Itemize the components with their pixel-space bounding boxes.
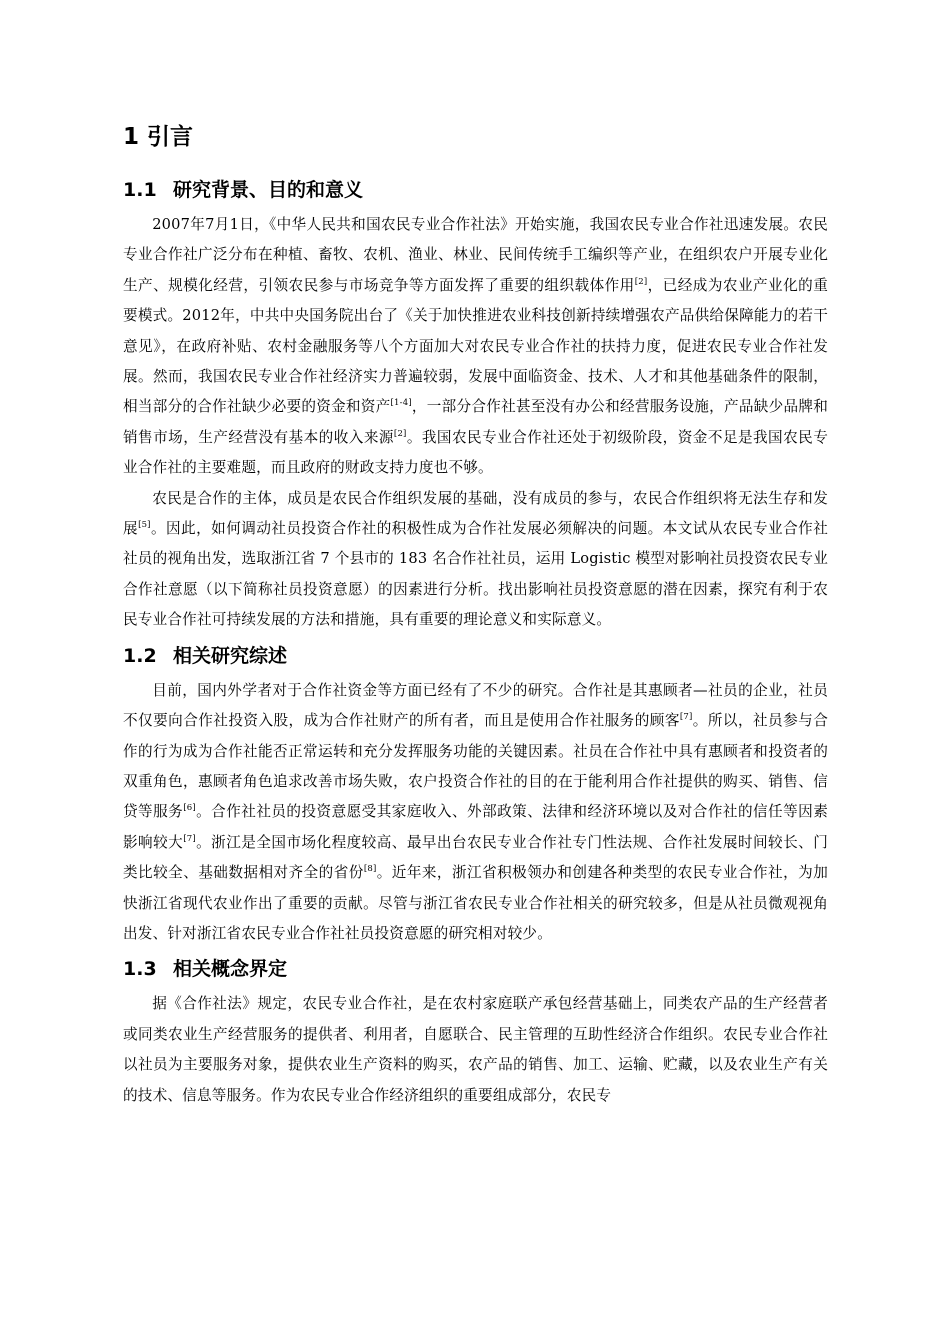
citation-wrapper bbox=[635, 277, 648, 294]
section-heading bbox=[123, 170, 828, 210]
chapter-heading bbox=[123, 118, 828, 156]
citation-ref: [8] bbox=[363, 864, 377, 875]
citation-wrapper bbox=[680, 712, 693, 729]
paragraph-text: ，一部分合作社甚至没有办公和经营服务设施，产品缺少品牌和销售市场，生产经营没有基本的收入来源 bbox=[123, 398, 828, 446]
body-paragraph bbox=[123, 210, 828, 484]
citation-wrapper bbox=[391, 398, 412, 415]
paragraph-text: 。近年来，浙江省积极领办和创建各种类型的农民专业合作社，为加快浙江省现代农业作出了重要的贡献。尽管与浙江省农民专业合作社相关的研究较多，但是从社员微观视角出发、针对浙江省农民专业合作社社员投资意愿的研究相对较少。 bbox=[123, 864, 828, 942]
citation-wrapper bbox=[394, 429, 407, 446]
paragraph-text: 。浙江是全国市场化程度较高、最早出台农民专业合作社专门性法规、合作社发展时间较长、门类比较全、基础数据相对齐全的省份 bbox=[123, 833, 829, 882]
section-number: 1.3 bbox=[123, 958, 157, 981]
section-title: 相关概念界定 bbox=[173, 958, 288, 981]
section-number: 1.2 bbox=[123, 644, 157, 667]
citation-ref: [6] bbox=[183, 803, 196, 814]
citation-ref: [7] bbox=[679, 712, 693, 723]
citation-wrapper bbox=[183, 803, 196, 820]
citation-wrapper bbox=[183, 834, 196, 851]
sections-container bbox=[123, 170, 828, 1111]
citation-wrapper bbox=[364, 864, 377, 881]
paragraph-text: 。合作社社员的投资意愿受其家庭收入、外部政策、法律和经济环境以及对合作社的信任等因素影响较大 bbox=[123, 803, 829, 851]
section-heading bbox=[123, 636, 828, 676]
citation-wrapper bbox=[138, 520, 151, 537]
paragraph-text: 。所以，社员参与合作的行为成为合作社能否正常运转和充分发挥服务功能的关键因素。社员在合作社中具有惠顾者和投资者的双重角色，惠顾者角色追求改善市场失败，农户投资合作社的目的在于能利用合作社提供的购买、销售、信贷等服务 bbox=[123, 712, 828, 821]
citation-ref: [2] bbox=[393, 428, 407, 439]
paragraph-text: ，已经成为农业产业化的重要模式。2012年，中共中央国务院出台了《关于加快推进农业科技创新持续增强农产品供给保障能力的若干意见》，在政府补贴、农村金融服务等八个方面加大对农民专业合作社的扶持力度，促进农民专业合作社发展。然而，我国农民专业合作社经济实力普遍较弱，发展中面临资金、技术、人才和其他基础条件的限制，相当部分的合作社缺少必要的资金和资产 bbox=[123, 276, 828, 416]
paragraph-text: 据《合作社法》规定，农民专业合作社，是在农村家庭联产承包经营基础上，同类农产品的生产经营者或同类农业生产经营服务的提供者、利用者，自愿联合、民主管理的互助性经济合作组织。农民专业合作社以社员为主要服务对象，提供农业生产资料的购买，农产品的销售、加工、运输、贮藏，以及农业生产有关的技术、信息等服务。作为农民专业合作经济组织的重要组成部分，农民专 bbox=[123, 995, 828, 1104]
citation-ref: [1-4] bbox=[390, 398, 412, 409]
section-number: 1.1 bbox=[123, 179, 157, 201]
citation-ref: [5] bbox=[138, 520, 151, 531]
chapter-number: 1 bbox=[123, 124, 140, 150]
body-paragraph bbox=[123, 676, 828, 950]
paragraph-text: 。因此，如何调动社员投资合作社的积极性成为合作社发展必须解决的问题。本文试从农民专业合作社社员的视角出发，选取浙江省 7 个县市的 183 名合作社社员，运用 Logistic 模型对影响社员投资农民专业合作社意愿（以下简称社员投资意愿）的因素进行分析。找出影响社员投资意愿的潜在因素，探究有利于农民专业合作社可持续发展的方法和措施，具有重要的理论意义和实际意义。 bbox=[123, 520, 828, 629]
paragraph-text: 目前，国内外学者对于合作社资金等方面已经有了不少的研究。合作社是其惠顾者—社员的企业，社员不仅要向合作社投资入股，成为合作社财产的所有者，而且是使用合作社服务的顾客 bbox=[123, 681, 828, 730]
section-heading bbox=[123, 949, 828, 989]
body-paragraph bbox=[123, 989, 828, 1111]
citation-ref: [2] bbox=[634, 276, 648, 287]
paragraph-text: 2007年7月1日，《中华人民共和国农民专业合作社法》开始实施，我国农民专业合作社迅速发展。农民专业合作社广泛分布在种植、畜牧、农机、渔业、林业、民间传统手工编织等产业，在组织农户开展专业化生产、规模化经营，引领农民参与市场竞争等方面发挥了重要的组织载体作用 bbox=[123, 216, 828, 294]
chapter-title: 引言 bbox=[147, 124, 194, 150]
body-paragraph bbox=[123, 484, 828, 636]
section-title: 相关研究综述 bbox=[173, 644, 288, 667]
page-content bbox=[123, 118, 828, 1111]
section-title: 研究背景、目的和意义 bbox=[173, 179, 364, 201]
citation-ref: [7] bbox=[183, 833, 196, 844]
paragraph-text: 农民是合作的主体，成员是农民合作组织发展的基础，没有成员的参与，农民合作组织将无法生存和发展 bbox=[123, 489, 828, 538]
paragraph-text: 。我国农民专业合作社还处于初级阶段，资金不足是我国农民专业合作社的主要难题，而且政府的财政支持力度也不够。 bbox=[123, 428, 828, 477]
